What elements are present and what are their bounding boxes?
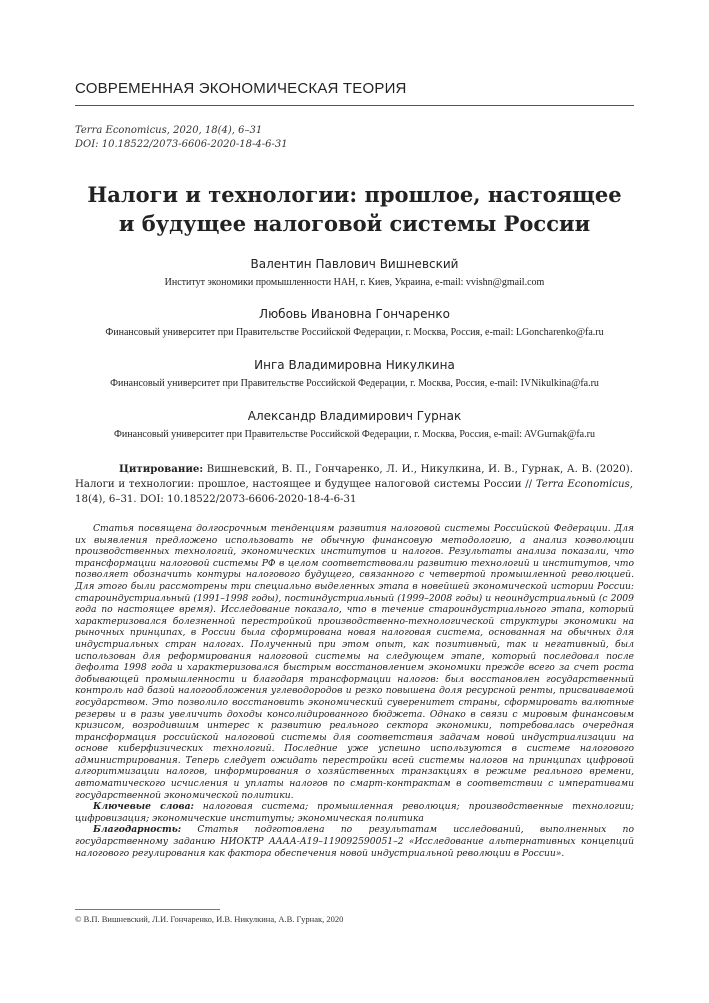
citation-text-end: 18(4), 6–31. DOI: 10.18522/2073-6606-2020-18-4-6-31 <box>75 494 357 505</box>
author-name: Инга Владимировна Никулкина <box>254 358 455 372</box>
author-affiliation: Финансовый университет при Правительстве Российской Федерации, г. Москва, Россия, e-mail: AVGurnak@fa.ru <box>114 429 595 440</box>
acknowledgement-label: Благодарность: <box>93 824 182 836</box>
citation-block <box>75 462 633 507</box>
author-affiliation: Институт экономики промышленности НАН, г. Киев, Украина, e-mail: vvishn@gmail.com <box>164 277 545 288</box>
acknowledgement-text: Статья подготовлена по результатам исследований, выполненных по государственному заданию НИОКТР АААА-А19–119092590051–2 «Исследование альтернативных концепций налогового регулирования как фактора обеспечения новой индустриальной революции в России». <box>75 824 634 859</box>
article-title <box>0 180 709 238</box>
doi-line: DOI: 10.18522/2073-6606-2020-18-4-6-31 <box>75 139 288 150</box>
author-block-4 <box>0 408 709 443</box>
abstract <box>75 523 634 859</box>
article-meta <box>75 124 288 152</box>
journal-section-title: СОВРЕМЕННАЯ ЭКОНОМИЧЕСКАЯ ТЕОРИЯ <box>75 80 407 97</box>
author-name: Валентин Павлович Вишневский <box>250 257 459 271</box>
author-affiliation: Финансовый университет при Правительстве Российской Федерации, г. Москва, Россия, e-mail: IVNikulkina@fa.ru <box>110 378 599 389</box>
header-divider <box>75 105 634 106</box>
citation-label: Цитирование: <box>119 463 204 475</box>
author-name: Любовь Ивановна Гончаренко <box>259 307 450 321</box>
abstract-text: Статья посвящена долгосрочным тенденциям развития налоговой системы Российской Федерации. Для их выявления предложено использовать не обычную финансовую методологию, а анализ коэволюции производственных технологий, экономических институтов и налогов. Результаты анализа показали, что трансформации налоговой системы РФ в целом соответствовали развитию технологий и институтов, что позволяет обозначить контуры налогового будущего, связанного с четвертой промышленной революцией. Для этого были рассмотрены три специально выделенных этапа в новейшей экономической истории России: староиндустриальный (1991–1998 годы), постиндустриальный (1999–2008 годы) и неоиндустриальный (с 2009 года по настоящее время). Исследование показало, что в течение староиндустриального этапа, который характеризовался болезненной перестройкой производственно-технологической структуры экономики на рыночных принципах, в России была сформирована новая налоговая система, основанная на обычных для индустриальных стран налогах. Полученный при этом опыт, как позитивный, так и негативный, был использован для реформирования налоговой системы на следующем этапе, который последовал после дефолта 1998 года и характеризовался быстрым восстановлением экономики прежде всего за счет роста добывающей промышленности и благодаря трансформации налогов: был восстановлен государственный контроль над базой налогообложения углеводородов и резко повышена доля ресурсной ренты, присваиваемой государством. Это позволило восстановить экономический суверенитет страны, сформировать валютные резервы и в разы увеличить доходы консолидированного бюджета. Однако в связи с мировым финансовым кризисом, возродившим интерес к развитию реального сектора экономики, потребовалась очередная трансформация российской налоговой системы для соответствия задачам новой индустриализации на основе киберфизических технологий. Последние уже успешно используются в системе налогового администрирования. Теперь следует ожидать перестройки всей системы налогов на принципах цифровой алгоритмизации налогов, информирования о хозяйственных транзакциях в режиме реального времени, автоматического исчисления и уплаты налогов по смарт-контрактам в соответствии с императивами государственной экономической политики. <box>75 523 634 801</box>
title-line-2: и будущее налоговой системы России <box>118 211 591 236</box>
journal-citation-line: Terra Economicus, 2020, 18(4), 6–31 <box>75 125 263 136</box>
acknowledgement <box>75 824 634 859</box>
author-name: Александр Владимирович Гурнак <box>247 409 462 423</box>
author-block-1 <box>0 256 709 291</box>
author-block-2 <box>0 306 709 341</box>
keywords-text: налоговая система; промышленная революция; производственные технологии; цифровизация; экономические институты; экономическая политика <box>75 801 634 824</box>
author-block-3 <box>0 357 709 392</box>
copyright-notice: © В.П. Вишневский, Л.И. Гончаренко, И.В. Никулкина, А.В. Гурнак, 2020 <box>75 914 344 924</box>
keywords-label: Ключевые слова: <box>93 801 194 813</box>
footer-divider <box>75 909 220 910</box>
author-affiliation: Финансовый университет при Правительстве Российской Федерации, г. Москва, Россия, e-mail: LGoncharenko@fa.ru <box>105 327 604 338</box>
citation-journal: Terra Economicus, <box>535 479 633 490</box>
citation-text: Вишневский, В. П., Гончаренко, Л. И., Никулкина, И. В., Гурнак, А. В. (2020). Налоги и технологии: прошлое, настоящее и будущее налоговой системы России // <box>75 464 633 490</box>
title-line-1: Налоги и технологии: прошлое, настоящее <box>87 182 622 207</box>
keywords <box>75 801 634 824</box>
